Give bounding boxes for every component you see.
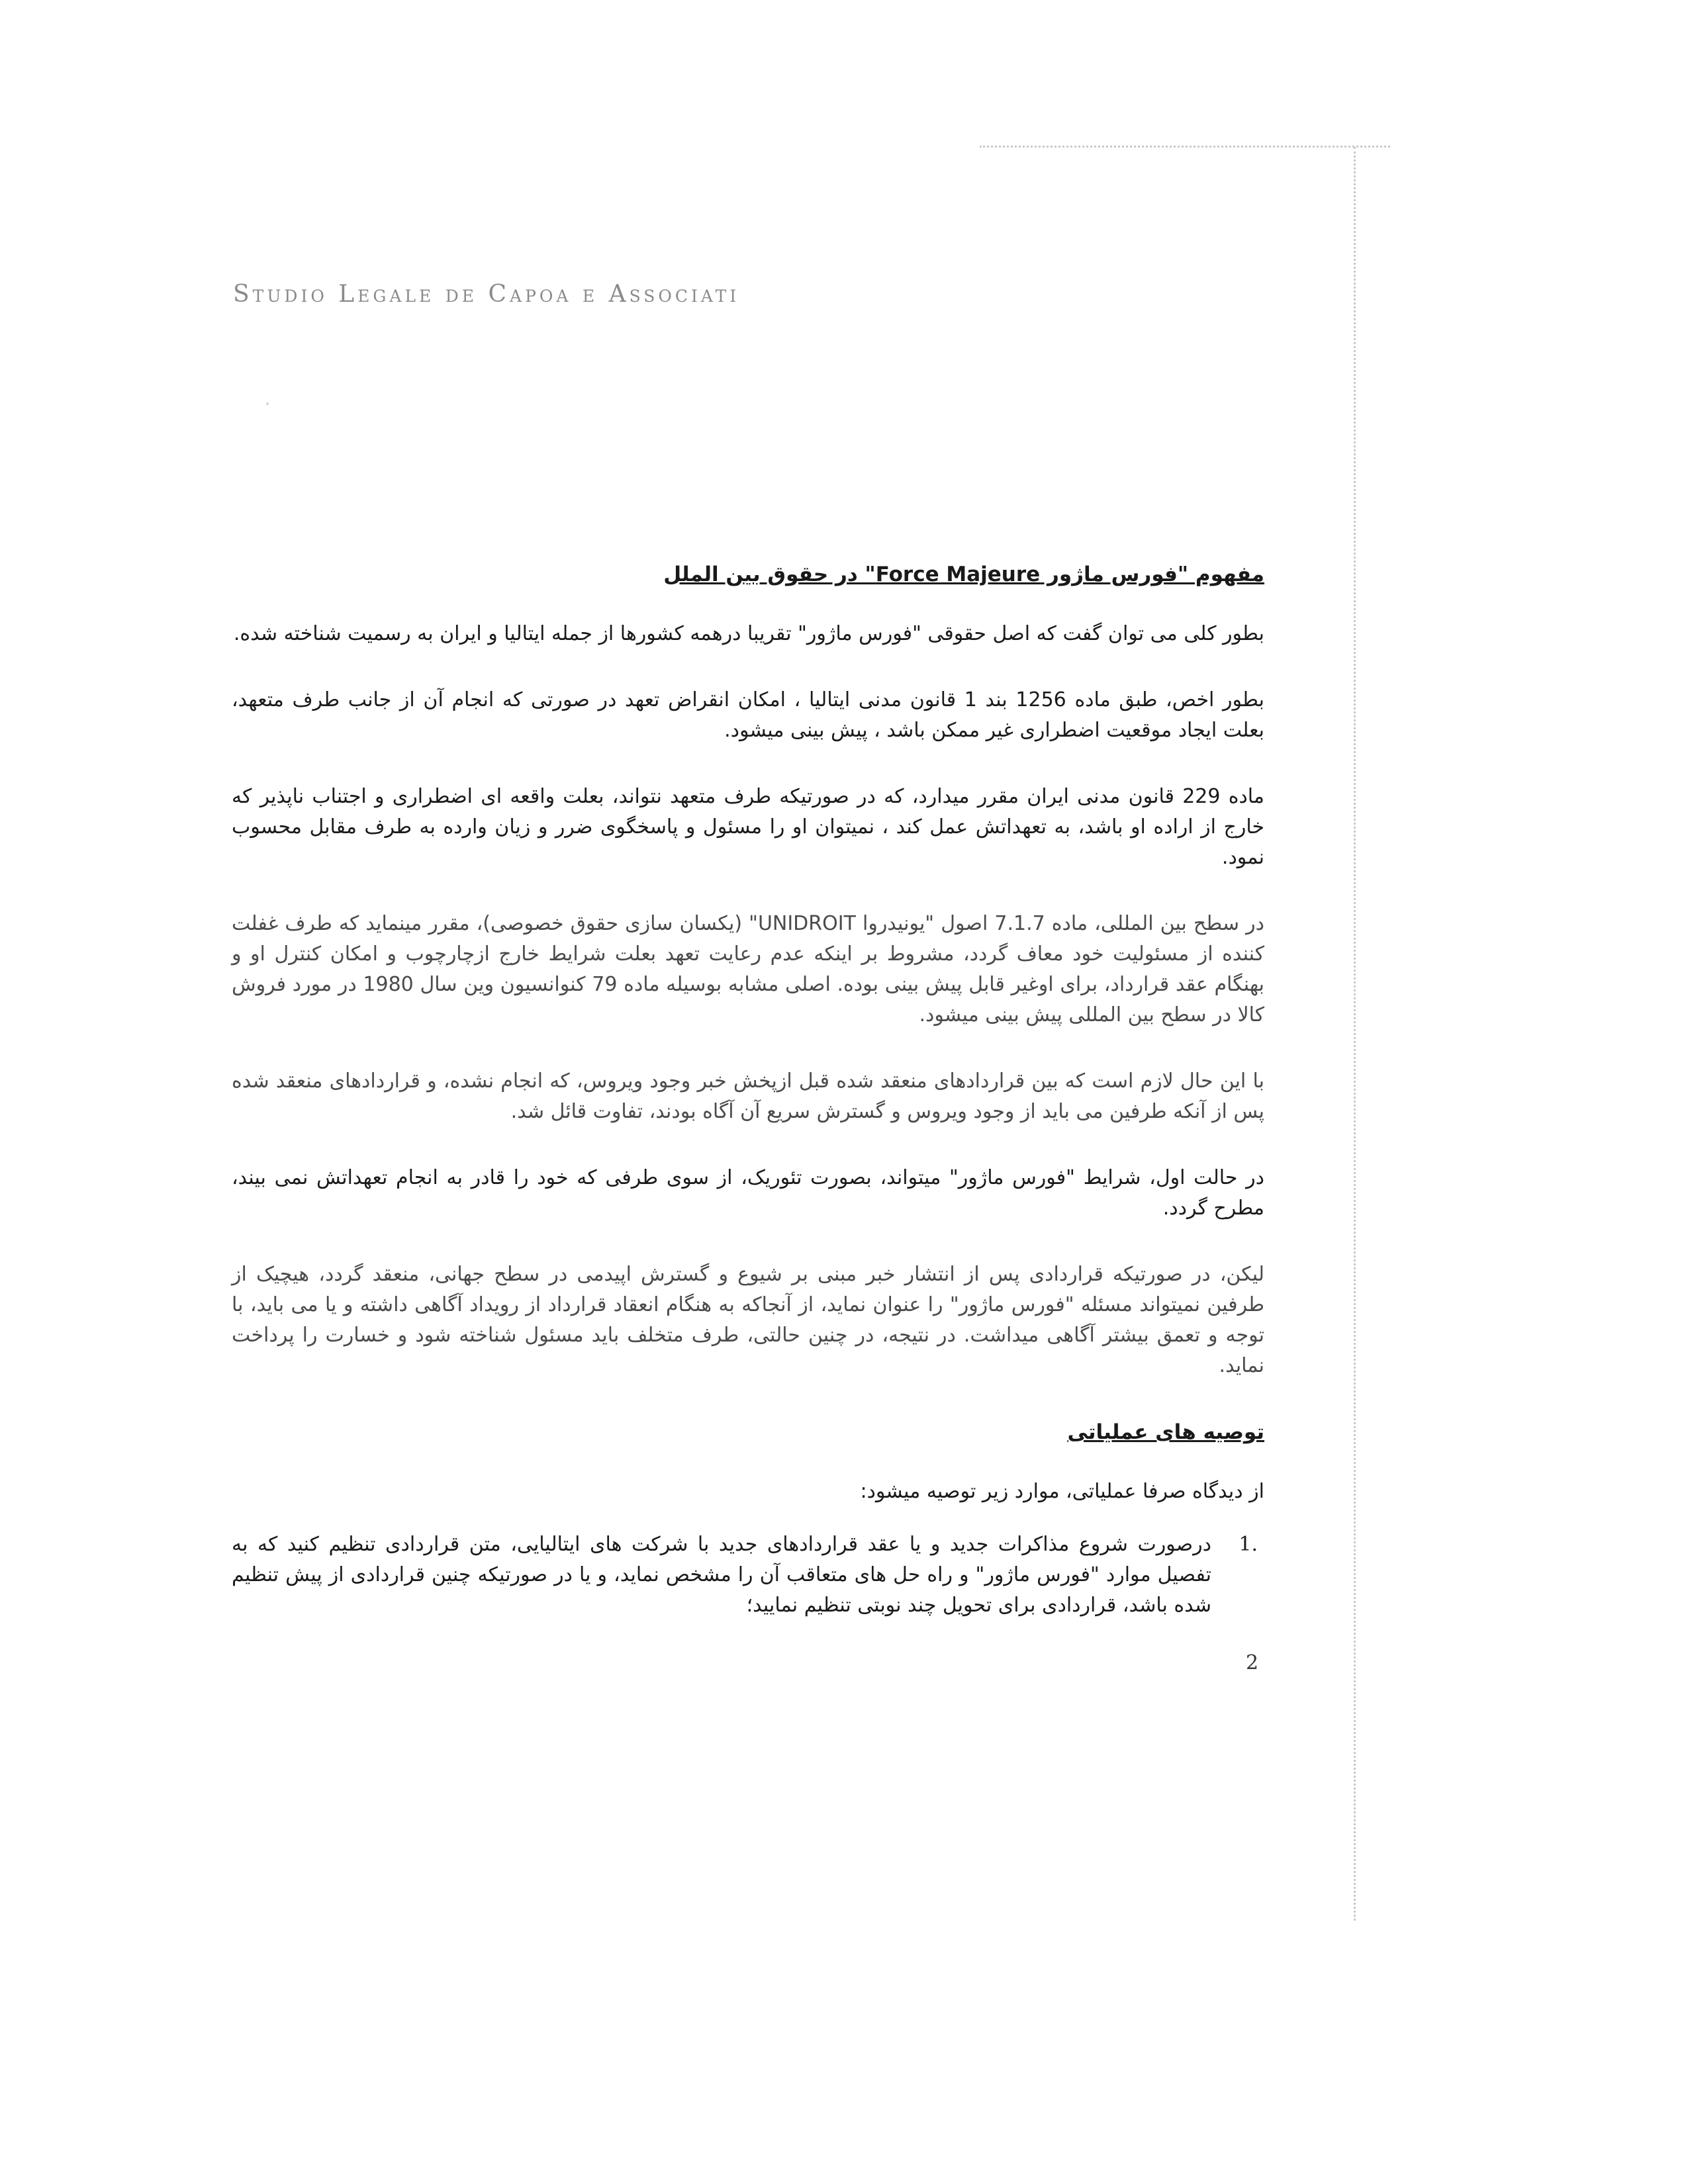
section-title-force-majeure: مفهوم "فورس ماژور Force Majeure" در حقوق بین الملل (663, 563, 1264, 586)
scan-speck (266, 402, 269, 405)
paragraph: در سطح بین المللی، ماده 7.1.7 اصول "یونیدروا UNIDROIT" (یکسان سازی حقوق خصوصی)، مقرر مینماید که طرف غفلت کننده از مسئولیت خود معاف گردد، مشروط بر اینکه عدم رعایت تعهد بعلت شرایط خارج ازچارچوب و امکان کنترل او و بهنگام عقد قرارداد، برای اوغیر قابل پیش بینی بوده. اصلی مشابه بوسیله ماده 79 کنوانسیون وین سال 1980 در مورد فروش کالا در سطح بین المللی پیش بینی میشود. (232, 912, 1264, 1026)
top-dotted-rule (980, 146, 1390, 148)
list-item-number: 1. (1239, 1533, 1258, 1556)
right-dotted-margin-line (1354, 147, 1356, 1921)
recommendations-list (232, 1529, 1264, 1621)
paragraph: در حالت اول، شرایط "فورس ماژور" میتواند، بصورت تئوریک، از سوی طرفی که خود را قادر به انجام تعهداتش نمی بیند، مطرح گردد. (232, 1166, 1264, 1220)
paragraph: بطور اخص، طبق ماده 1256 بند 1 قانون مدنی ایتالیا ، امکان انقراض تعهد در صورتی که انجام آن از جانب طرف متعهد، بعلت ایجاد موقعیت اضطراری غیر ممکن باشد ، پیش بینی میشود. (232, 688, 1264, 742)
paragraph: لیکن، در صورتیکه قراردادی پس از انتشار خبر مبنی بر شیوع و گسترش اپیدمی در سطح جهانی، منعقد گردد، هیچیک از طرفین نمیتواند مسئله "فورس ماژور" را عنوان نماید، از آنجاکه به هنگام انعقاد قرارداد از رویداد آگاهی داشته و یا می باید، با توجه و تعمق بیشتر آگاهی میداشت. در نتیجه، در چنین حالتی، طرف متخلف باید مسئول شناخته شود و خسارت را پرداخت نماید. (232, 1263, 1264, 1377)
page-number: 2 (1246, 1651, 1259, 1674)
recommendations-intro: از دیدگاه صرفا عملیاتی، موارد زیر توصیه میشود: (860, 1480, 1264, 1503)
list-item (232, 1529, 1258, 1621)
paragraph: ماده 229 قانون مدنی ایران مقرر میدارد، که در صورتیکه طرف متعهد نتواند، بعلت واقعه ای اضطراری و اجتناب ناپذیر که خارج از اراده او باشد، به تعهداتش عمل کند ، نمیتوان او را مسئول و پاسخگوی ضرر و زیان وارده به طرف مقابل محسوب نمود. (232, 785, 1264, 869)
letterhead: Studio Legale de Capoa e Associati (233, 281, 740, 308)
paragraph: بطور کلی می توان گفت که اصل حقوقی "فورس ماژور" تقریبا درهمه کشورها از جمله ایتالیا و ایران به رسمیت شناخته شده. (233, 622, 1264, 645)
list-item-text: درصورت شروع مذاکرات جدید و یا عقد قراردادهای جدید با شرکت های ایتالیایی، متن قراردادی تنظیم کنید که به تفصیل موارد "فورس ماژور" و راه حل های متعاقب آن را مشخص نماید، و یا در صورتیکه چنین قراردادی از پیش تنظیم شده باشد، قراردادی برای تحویل چند نوبتی تنظیم نمایید؛ (232, 1533, 1211, 1617)
section-title-recommendations: توصیه های عملیاتی (1067, 1420, 1264, 1444)
paragraph: با این حال لازم است که بین قراردادهای منعقد شده قبل ازپخش خبر وجود ویروس، که انجام نشده، و قراردادهای منعقد شده پس از آنکه طرفین می باید از وجود ویروس و گسترش سریع آن آگاه بودند، تفاوت قائل شد. (232, 1069, 1264, 1123)
document-body (232, 559, 1264, 1621)
